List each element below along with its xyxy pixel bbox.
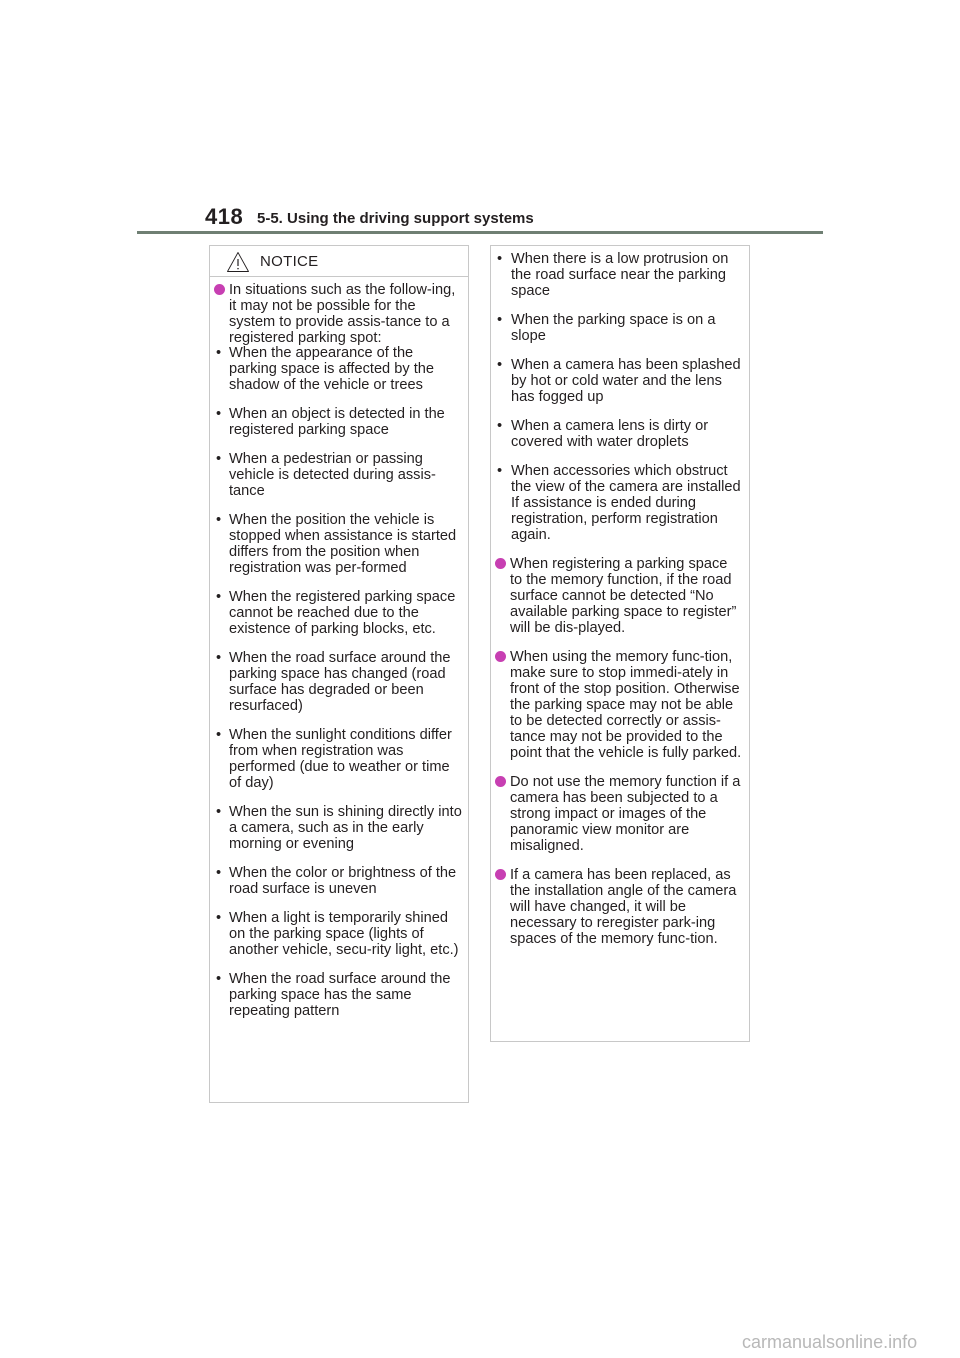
- bullet-dot-icon: [495, 776, 506, 787]
- item-text: When an object is detected in the registered parking space: [229, 406, 445, 438]
- bullet-dot-icon: [495, 869, 506, 880]
- list-item: [210, 451, 468, 499]
- list-item: [491, 418, 749, 450]
- notice-header: [210, 246, 468, 277]
- list-marker: •: [497, 312, 503, 328]
- list-marker: •: [216, 406, 222, 422]
- item-text: When the sun is shining directly into a camera, such as in the early morning or evening: [229, 804, 462, 852]
- item-text: When a camera has been splashed by hot or cold water and the lens has fogged up: [511, 357, 741, 405]
- item-text: When the parking space is on a slope: [511, 312, 716, 344]
- list-item: [210, 650, 468, 714]
- bullet-item: [491, 649, 749, 761]
- list-item: [210, 727, 468, 791]
- list-marker: •: [216, 910, 222, 926]
- notice-title: NOTICE: [260, 253, 319, 270]
- item-text: When there is a low protrusion on the road surface near the parking space: [511, 251, 729, 299]
- list-item: [210, 512, 468, 576]
- item-text: In situations such as the follow-ing, it may not be possible for the system to provide assis-tance to a registered parking spot:: [229, 282, 456, 346]
- list-item: [210, 589, 468, 637]
- item-text: When the color or brightness of the road surface is uneven: [229, 865, 457, 897]
- bullet-item: [210, 282, 468, 346]
- warning-triangle-icon: [226, 251, 250, 273]
- bullet-dot-icon: [495, 558, 506, 569]
- list-item: [491, 312, 749, 344]
- item-text: Do not use the memory function if a camera has been subjected to a strong impact or images of the panoramic view monitor are misaligned.: [510, 774, 741, 854]
- watermark: carmanualsonline.info: [742, 1332, 918, 1352]
- list-marker: •: [216, 650, 222, 666]
- bullet-item: [491, 774, 749, 854]
- notice-box-left: [209, 245, 469, 1103]
- list-item: [491, 357, 749, 405]
- list-item: [491, 251, 749, 299]
- list-marker: •: [497, 357, 503, 373]
- item-note: If assistance is ended during registration, perform registration again.: [511, 495, 718, 543]
- list-item: [210, 406, 468, 438]
- item-text: When the registered parking space cannot be reached due to the existence of parking blocks, etc.: [229, 589, 456, 637]
- item-text: When a light is temporarily shined on the parking space (lights of another vehicle, secu-rity light, etc.): [229, 910, 459, 958]
- item-text: When the position the vehicle is stopped when assistance is started differs from the position when registration was per-formed: [229, 512, 457, 576]
- list-marker: •: [497, 418, 503, 434]
- item-text: When the road surface around the parking space has the same repeating pattern: [229, 971, 451, 1019]
- item-text: When the road surface around the parking space has changed (road surface has degraded or been resurfaced): [229, 650, 451, 714]
- list-marker: •: [216, 451, 222, 467]
- bullet-item: [491, 556, 749, 636]
- notice-box-right: [490, 245, 750, 1042]
- item-text: When using the memory func-tion, make sure to stop immedi-ately in front of the stop position. Otherwise the parking space may not be able to be detected correctly or assis-tance may not be provided to the point that the vehicle is fully parked.: [510, 649, 742, 761]
- list-marker: •: [216, 345, 222, 361]
- item-text: When a camera lens is dirty or covered with water droplets: [511, 418, 709, 450]
- item-text: When a pedestrian or passing vehicle is detected during assis-tance: [229, 451, 436, 499]
- bullet-item: [491, 867, 749, 947]
- list-marker: •: [497, 251, 503, 267]
- item-text: When the appearance of the parking space is affected by the shadow of the vehicle or trees: [229, 345, 434, 393]
- item-text: When the sunlight conditions differ from when registration was performed (due to weather or time of day): [229, 727, 452, 791]
- item-text: If a camera has been replaced, as the installation angle of the camera will have changed, it will be necessary to reregister park-ing spaces of the memory func-tion.: [510, 867, 737, 947]
- notice-content-left: [210, 277, 468, 1019]
- bullet-dot-icon: [495, 651, 506, 662]
- section-title: 5-5. Using the driving support systems: [257, 210, 534, 227]
- list-item: [210, 804, 468, 852]
- notice-content-right: [491, 246, 749, 947]
- header-rule: [137, 231, 823, 234]
- page-number: 418: [205, 204, 244, 229]
- list-item: [210, 910, 468, 958]
- list-marker: •: [497, 463, 503, 479]
- bullet-dot-icon: [214, 284, 225, 295]
- list-marker: •: [216, 589, 222, 605]
- item-text: When accessories which obstruct the view of the camera are installed: [511, 463, 741, 495]
- list-item: [210, 971, 468, 1019]
- list-marker: •: [216, 865, 222, 881]
- list-marker: •: [216, 727, 222, 743]
- list-item: [210, 345, 468, 393]
- list-item: [491, 463, 749, 543]
- list-marker: •: [216, 804, 222, 820]
- list-marker: •: [216, 971, 222, 987]
- list-marker: •: [216, 512, 222, 528]
- list-item: [210, 865, 468, 897]
- item-text: When registering a parking space to the memory function, if the road surface cannot be detected “No available parking space to register” will be dis-played.: [510, 556, 737, 636]
